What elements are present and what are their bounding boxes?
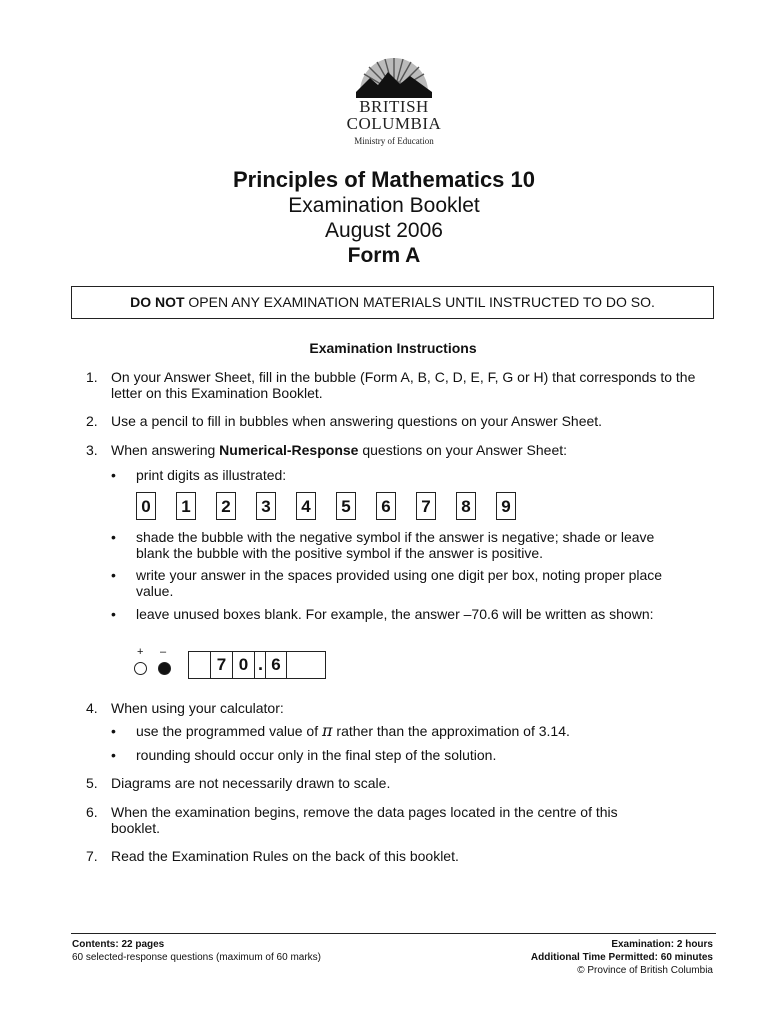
item-number: 5. [86,775,98,791]
item-number: 2. [86,413,98,429]
decimal-point: . [258,654,264,674]
item-text: When using your calculator: [111,700,284,716]
footer-divider [71,933,716,934]
item-text: On your Answer Sheet, fill in the bubble (Form A, B, C, D, E, F, G or H) that corresponds to the letter on this Examination Booklet. [111,369,696,401]
item-text: Use a pencil to fill in bubbles when answering questions on your Answer Sheet. [111,413,603,429]
sun-mountain-emblem [354,52,434,98]
footer-right [531,938,713,977]
logo-line-british: BRITISH [359,97,429,116]
item-number: 1. [86,369,98,385]
footer-questions: 60 selected-response questions (maximum of 60 marks) [72,952,321,963]
digit-box: 5 [336,492,356,520]
exam-form: Form A [347,244,421,267]
minus-sign: – [160,646,167,658]
digit-box: 3 [256,492,276,520]
digit-box: 0 [136,492,156,520]
item-number: 3. [86,442,98,458]
bullet-text: print digits as illustrated: [136,467,287,483]
bullet-dot: • [111,723,116,739]
item-text: Diagrams are not necessarily drawn to scale. [111,775,391,791]
digit-box: 2 [216,492,236,520]
digit-box: 1 [176,492,196,520]
footer-contents: Contents: 22 pages [72,939,165,950]
response-cell: 0 [233,652,255,678]
pi-symbol: π [322,721,333,740]
bullet-dot: • [111,606,116,622]
digit-box: 4 [296,492,316,520]
response-cell: 7 [211,652,233,678]
logo-ministry: Ministry of Education [354,136,434,146]
warning-bold: DO NOT [130,294,185,310]
bullet-text: shade the bubble with the negative symbol if the answer is negative; shade or leave blank the bubble with the positive symbol if the answer is positive. [136,529,655,561]
digit-box: 8 [456,492,476,520]
bullet-text: write your answer in the spaces provided using one digit per box, noting proper place value. [136,567,663,599]
bullet-text [136,723,671,739]
bullet-dot: • [111,567,116,583]
item-text-post: questions on your Answer Sheet: [358,442,568,458]
footer-copyright: © Province of British Columbia [577,965,713,976]
response-cell-empty [287,652,309,678]
response-cell: 6 [265,652,287,678]
example-response [132,646,332,682]
title-block [0,166,768,269]
warning-box [71,286,714,319]
exam-date: August 2006 [325,219,443,242]
item-text-bold: Numerical-Response [219,442,359,458]
logo-line-columbia: COLUMBIA [346,114,442,133]
item-number: 4. [86,700,98,716]
bullet-text: leave unused boxes blank. For example, the answer –70.6 will be written as shown: [136,606,654,622]
negative-bubble-filled [158,662,171,675]
instructions-title: Examination Instructions [309,340,477,356]
positive-bubble [134,662,147,675]
response-boxes [188,651,326,679]
warning-text: OPEN ANY EXAMINATION MATERIALS UNTIL INSTRUCTED TO DO SO. [184,294,655,310]
digit-box: 6 [376,492,396,520]
bc-logo [338,52,450,146]
item-text: When the examination begins, remove the data pages located in the centre of this booklet. [111,804,618,836]
item-number: 7. [86,848,98,864]
bullet-dot: • [111,529,116,545]
footer-extra-time: Additional Time Permitted: 60 minutes [530,952,713,963]
digit-box: 7 [416,492,436,520]
bullet-text-pre: use the programmed value of [136,723,322,739]
exam-subtitle: Examination Booklet [288,194,480,217]
item-text [111,442,711,458]
bullet-text-post: rather than the approximation of 3.14. [332,723,570,739]
item-text: Read the Examination Rules on the back of this booklet. [111,848,459,864]
digit-box: 9 [496,492,516,520]
bullet-dot: • [111,467,116,483]
exam-title: Principles of Mathematics 10 [233,167,535,192]
footer-left [72,938,321,964]
plus-sign: + [137,646,144,658]
item-text-pre: When answering [111,442,220,458]
footer-exam-time: Examination: 2 hours [611,939,713,950]
bullet-text: rounding should occur only in the final step of the solution. [136,747,497,763]
bullet-dot: • [111,747,116,763]
item-number: 6. [86,804,98,820]
response-cell-empty [189,652,211,678]
